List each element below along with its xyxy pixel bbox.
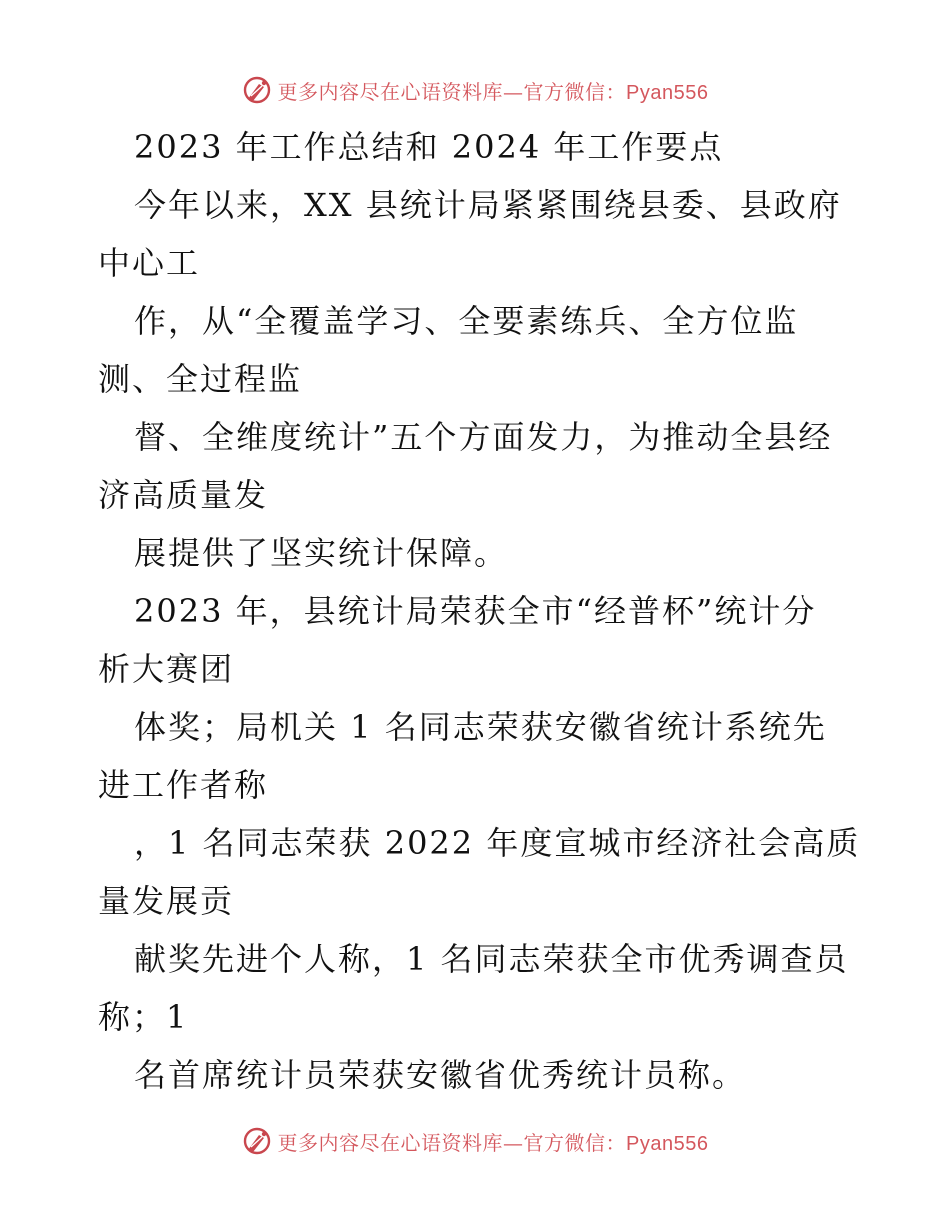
paragraph-line: 作，从“全覆盖学习、全要素练兵、全方位监 — [134, 302, 799, 340]
paragraph-line: 体奖；局机关 1 名同志荣获安徽省统计系统先 — [134, 708, 827, 746]
paragraph-line: 今年以来，XX 县统计局紧紧围绕县委、县政府 — [134, 186, 842, 224]
wechat-id: Pyan556 — [626, 81, 709, 104]
footer-watermark — [0, 1121, 950, 1161]
watermark-text: 更多内容尽在心语资料库—官方微信：Pyan556 — [277, 79, 709, 104]
header-watermark — [0, 70, 950, 110]
paragraph-line: 2023 年，县统计局荣获全市“经普杯”统计分 — [134, 592, 817, 630]
paragraph-line: 称；1 — [98, 998, 189, 1036]
paragraph-line: 名首席统计员荣获安徽省优秀统计员称。 — [134, 1056, 747, 1094]
document-body — [98, 118, 861, 1104]
paragraph-line: 量发展贡 — [98, 882, 235, 920]
watermark-text: 更多内容尽在心语资料库—官方微信：Pyan556 — [277, 1130, 709, 1155]
paragraph-line: 析大赛团 — [98, 650, 235, 688]
paragraph-line: 2023 年工作总结和 2024 年工作要点 — [134, 128, 724, 166]
paragraph-line: 济高质量发 — [98, 476, 269, 514]
paragraph-line: 测、全过程监 — [98, 360, 303, 398]
pen-nib-logo-icon — [242, 1126, 272, 1156]
paragraph-line: 中心工 — [98, 244, 201, 282]
paragraph-line: 展提供了坚实统计保障。 — [134, 534, 509, 572]
paragraph-line: ，1 名同志荣获 2022 年度宣城市经济社会高质 — [134, 824, 861, 862]
paragraph-line: 督、全维度统计”五个方面发力，为推动全县经 — [134, 418, 833, 456]
wechat-id: Pyan556 — [626, 1132, 709, 1155]
paragraph-line: 献奖先进个人称，1 名同志荣获全市优秀调查员 — [134, 940, 849, 978]
paragraph-line: 进工作者称 — [98, 766, 269, 804]
pen-nib-logo-icon — [242, 75, 272, 105]
